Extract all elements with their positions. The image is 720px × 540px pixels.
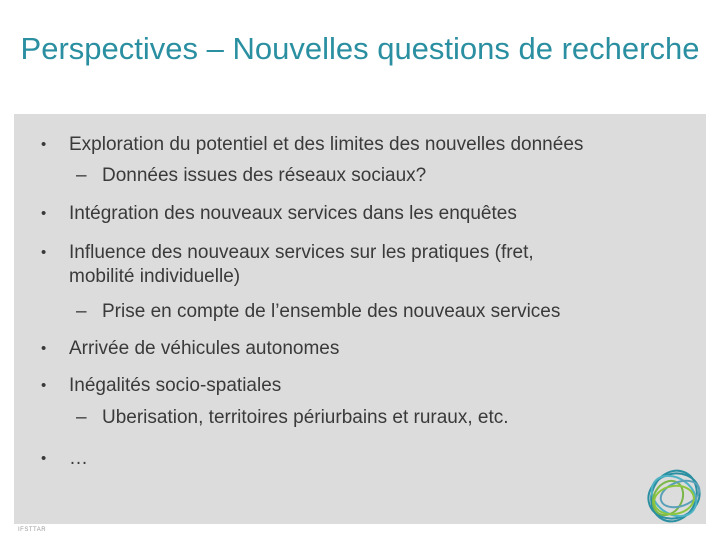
bullet-text: Inégalités socio-spatiales xyxy=(69,375,282,396)
sub-bullet-text: Uberisation, territoires périurbains et ruraux, etc. xyxy=(102,407,509,428)
bullet-mark: • xyxy=(41,450,47,467)
bullet-mark: • xyxy=(41,244,47,261)
sub-bullet-text: Prise en compte de l’ensemble des nouveaux services xyxy=(102,301,561,322)
sub-bullet-mark: – xyxy=(76,407,87,428)
bullet-text: mobilité individuelle) xyxy=(69,266,241,287)
content-panel xyxy=(14,114,706,524)
sub-bullet-mark: – xyxy=(76,301,87,322)
bullet-mark: • xyxy=(41,205,47,222)
sub-bullet-text: Données issues des réseaux sociaux? xyxy=(102,165,427,186)
bullet-text: Exploration du potentiel et des limites des nouvelles données xyxy=(69,134,584,155)
title-area xyxy=(0,0,720,114)
bullet-mark: • xyxy=(41,340,47,357)
circular-swirl-logo-icon xyxy=(640,460,708,528)
bullet-text: Arrivée de véhicules autonomes xyxy=(69,338,340,359)
sub-bullet-mark: – xyxy=(76,165,87,186)
bottom-strip xyxy=(0,524,720,540)
bullet-text: Influence des nouveaux services sur les pratiques (fret, xyxy=(69,242,534,263)
bullet-mark: • xyxy=(41,377,47,394)
bullet-text: Intégration des nouveaux services dans les enquêtes xyxy=(69,203,517,224)
bullet-text: … xyxy=(69,448,88,469)
bullet-mark: • xyxy=(41,136,47,153)
footer-text: IFSTTAR xyxy=(18,527,47,533)
slide-title: Perspectives – Nouvelles questions de recherche xyxy=(20,31,700,66)
